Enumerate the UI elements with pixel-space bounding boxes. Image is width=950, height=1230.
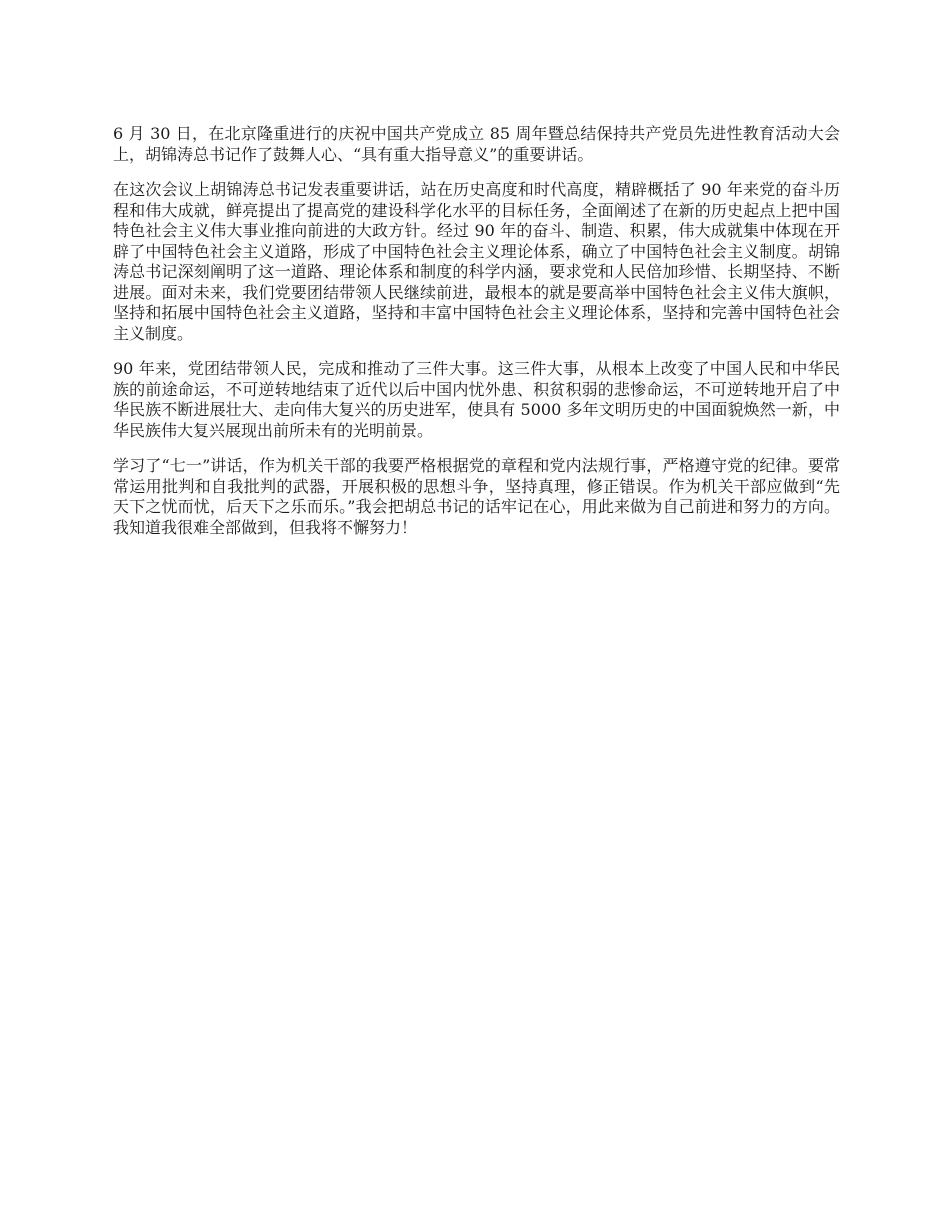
document-body — [113, 124, 840, 553]
paragraph-2: 在这次会议上胡锦涛总书记发表重要讲话，站在历史高度和时代高度，精辟概括了 90 年来党的奋斗历程和伟大成就，鲜亮提出了提高党的建设科学化水平的目标任务，全面阐述了在新的历史起点上把中国特色社会主义伟大事业推向前进的大政方针。经过 90 年的奋斗、制造、积累，伟大成就集中体现在开辟了中国特色社会主义道路，形成了中国特色社会主义理论体系，确立了中国特色社会主义制度。胡锦涛总书记深刻阐明了这一道路、理论体系和制度的科学内涵，要求党和人民倍加珍惜、长期坚持、不断进展。面对未来，我们党要团结带领人民继续前进，最根本的就是要高举中国特色社会主义伟大旗帜，坚持和拓展中国特色社会主义道路，坚持和丰富中国特色社会主义理论体系，坚持和完善中国特色社会主义制度。 — [113, 180, 840, 343]
paragraph-3: 90 年来，党团结带领人民，完成和推动了三件大事。这三件大事，从根本上改变了中国人民和中华民族的前途命运，不可逆转地结束了近代以后中国内忧外患、积贫积弱的悲惨命运，不可逆转地开启了中华民族不断进展壮大、走向伟大复兴的历史进军，使具有 5000 多年文明历史的中国面貌焕然一新，中华民族伟大复兴展现出前所未有的光明前景。 — [113, 359, 840, 440]
paragraph-1: 6 月 30 日，在北京隆重进行的庆祝中国共产党成立 85 周年暨总结保持共产党员先进性教育活动大会上，胡锦涛总书记作了鼓舞人心、“具有重大指导意义”的重要讲话。 — [113, 124, 840, 164]
paragraph-4: 学习了“七一”讲话，作为机关干部的我要严格根据党的章程和党内法规行事，严格遵守党的纪律。要常常运用批判和自我批判的武器，开展积极的思想斗争，坚持真理，修正错误。作为机关干部应做到“先天下之忧而忧，后天下之乐而乐。”我会把胡总书记的话牢记在心，用此来做为自己前进和努力的方向。我知道我很难全部做到，但我将不懈努力！ — [113, 456, 840, 537]
